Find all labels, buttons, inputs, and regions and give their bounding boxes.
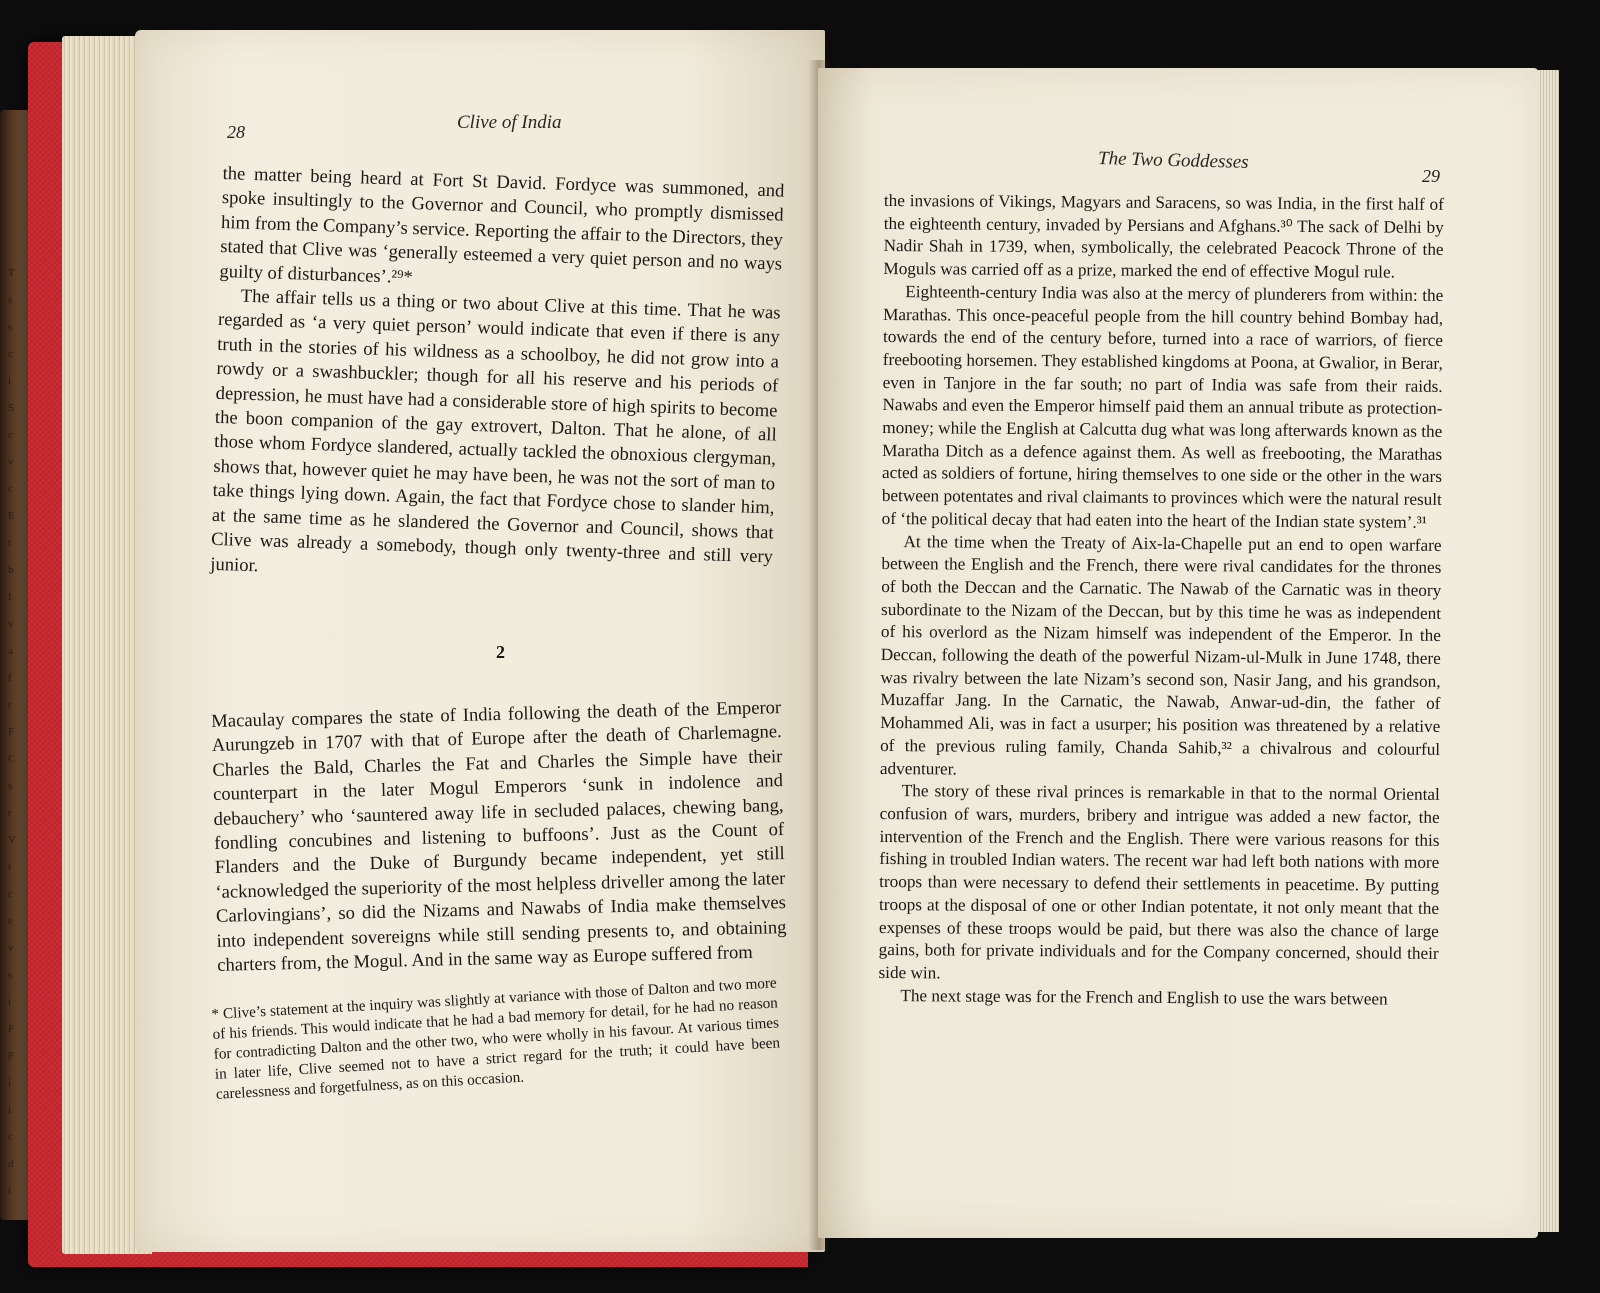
right-page-stack: [1535, 70, 1559, 1232]
paragraph: Macaulay compares the state of India following the death of the Emperor Aurungzeb in 1707 with that of Europe after the death of Charlemagne. Charles the Bald, Charles the Fat and Charles the Simple have their counterpart in the later Mogul Emperors ‘sunk in indolence and debauchery’ who ‘sauntered away life in secluded palaces, chewing bang, fondling concubines and listening to buffoons’. Just as the Count of Flanders and the Duke of Burgundy became independent, yet still ‘acknowledged the superiority of the most helpless driveller among the later Carlovingians’, so did the Nizams and Nawabs of India make themselves into independent sovereigns while still sending presents to, and obtaining charters from, the Mogul. And in the same way as Europe suffered from: [211, 697, 787, 976]
underlying-book-edge: [0, 110, 30, 1220]
section-number: 2: [496, 642, 505, 662]
paragraph: The story of these rival princes is remarkable in that to the normal Oriental confusion of wars, murders, bribery and intrigue was added a new factor, the intervention of the French and the English. There were various reasons for this fishing in troubled Indian waters. The recent war had left both nations with more troops than were necessary to defend their settlements in peacetime. By putting troops at the disposal of one or other Indian potentate, it not only meant that the expenses of these troops would be paid, but there was also the chance of large gains, both for private individuals and for the Company concerned, should their side win.: [878, 781, 1440, 983]
right-page: [818, 68, 1538, 1238]
footnote: * Clive’s statement at the inquiry was slightly at variance with those of Dalton and two more of his friends. This would indicate that he had a bad memory for detail, for he had no reason for contradicting Dalton and the other two, who were wholly in his favour. At various times in later life, Clive seemed not to have a strict regard for the truth; it could have been carelessness and forgetfulness, as on this occasion.: [211, 974, 781, 1103]
paragraph: the matter being heard at Fort St David. Fordyce was summoned, and spoke insultingly to the Governor and Council, who promptly dismissed him from the Company’s service. Reporting the affair to the Directors, they stated that Clive was ‘generally esteemed a very quiet person and no ways guilty of disturbances’.²⁹*: [219, 162, 785, 288]
left-top-text: [210, 162, 785, 594]
paragraph: Eighteenth-century India was also at the mercy of plunderers from within: the Marathas. This once-peaceful people from the hill country behind Bombay had, towards the end of the century before, turned into a race of warriors, of fierce freebooting horsemen. They established kingdoms at Poona, at Gwalior, in Berar, even in Tanjore in the far south; no part of India was safe from their raids. Nawabs and even the Emperor himself paid them an annual tribute as protection-money; while the English at Calcutta dug what was long afterwards known as the Maratha Ditch as a defence against them. As well as freebooting, the Marathas acted as soldiers of fortune, hiring themselves to one side or the other in the wars between potentates and rival claimants to provinces which were the natural result of ‘the political decay that had eaten into the heart of the Indian state system’.³¹: [881, 281, 1444, 532]
right-text: [878, 190, 1444, 1011]
paragraph: The affair tells us a thing or two about Clive at this time. That he was regarded as ‘a very quiet person’ would indicate that even if there is any truth in the stories of his wildness as a schoolboy, he did not grow into a rowdy or a swashbuckler; though for all his reserve and his periods of depression, he must have had a considerable store of high spirits to become the boon companion of the gay extrovert, Dalton. That he alone, of all those whom Fordyce slandered, actually tackled the obnoxious clergyman, shows that, however quiet he may have been, he was not the sort of man to take things lying down. Again, the fact that Fordyce chose to slander him, at the same time as he slandered the Governor and Council, shows that Clive was already a somebody, though only twenty-three and still very junior.: [210, 285, 781, 576]
paragraph: At the time when the Treaty of Aix-la-Chapelle put an end to open warfare between the English and the French, there were rival candidates for the thrones of both the Deccan and the Carnatic. The Nawab of the Carnatic was in theory subordinate to the Nizam of the Deccan, but by this time he was as independent of his overlord as the Nizam himself was independent of the Emperor. In the Deccan, following the death of the powerful Nizam-ul-Mulk in June 1748, there was rivalry between the late Nizam’s second son, Nasir Jang, and his grandson, Muzaffar Jang. In the Carnatic, the Nawab, Anwar-ud-din, the father of Mohammed Ali, was in fact a usurper; his position was threatened by a relative of the previous ruling family, Chanda Sahib,³² a chivalrous and colourful adventurer.: [879, 531, 1442, 779]
running-head-right: The Two Goddesses: [1097, 148, 1249, 173]
left-page: [135, 30, 825, 1252]
left-section-text: [211, 696, 787, 978]
running-head-left: Clive of India: [457, 112, 562, 133]
paragraph: the invasions of Vikings, Magyars and Saracens, so was India, in the first half of the eighteenth century, invaded by Persians and Afghans.³⁰ The sack of Delhi by Nadir Shah in 1739, when, symbolically, the celebrated Peacock Throne of the Moguls was carried off as a prize, marked the end of effective Mogul rule.: [883, 190, 1444, 282]
paragraph: The next stage was for the French and English to use the wars between: [900, 985, 1388, 1009]
spine-edge-letters: T s s c i S c v c E t b I v a f r F C s r V t c e v s i F F i i c d i: [8, 267, 16, 1197]
page-number-left: 28: [227, 122, 245, 142]
page-number-right: 29: [1422, 166, 1440, 186]
